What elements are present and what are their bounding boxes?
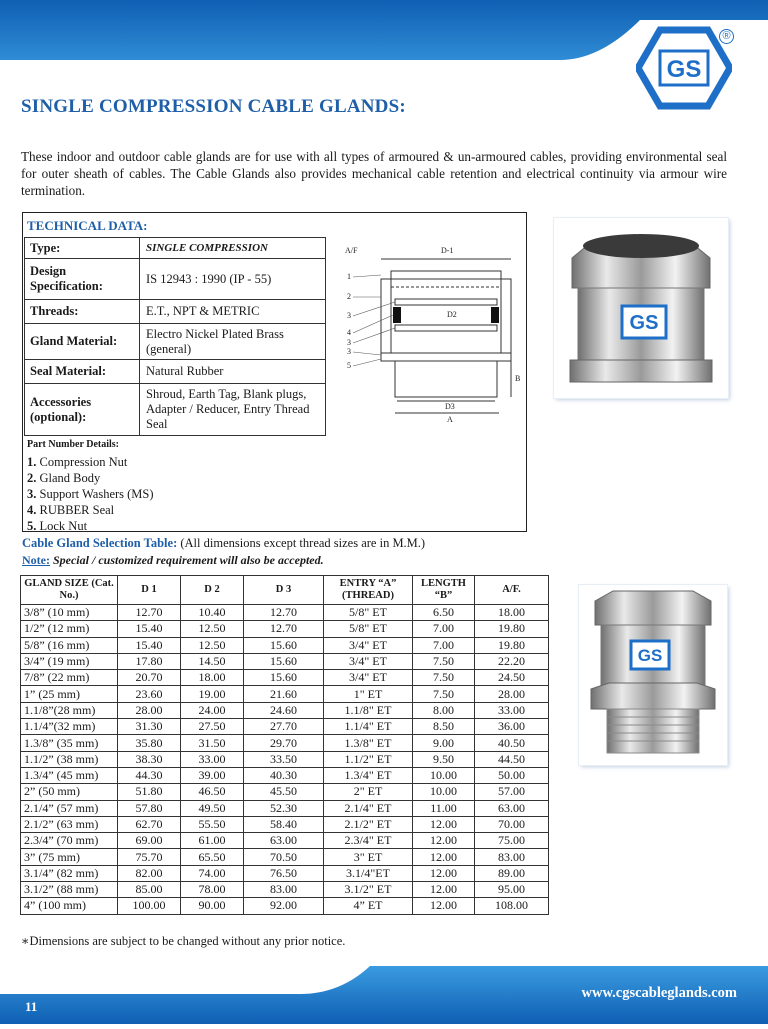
table-cell: 70.50 bbox=[244, 849, 324, 865]
table-cell: 14.50 bbox=[181, 653, 244, 669]
table-cell: 11.00 bbox=[413, 800, 475, 816]
registered-mark: ® bbox=[719, 29, 734, 44]
table-cell: 39.00 bbox=[181, 767, 244, 783]
table-cell: 9.50 bbox=[413, 751, 475, 767]
table-cell: 65.50 bbox=[181, 849, 244, 865]
table-row bbox=[21, 882, 549, 898]
table-cell: 57.00 bbox=[475, 784, 549, 800]
table-cell: 62.70 bbox=[118, 816, 181, 832]
table-cell: 3.1/2” (88 mm) bbox=[21, 882, 118, 898]
table-cell: 28.00 bbox=[118, 702, 181, 718]
table-cell: 24.60 bbox=[244, 702, 324, 718]
table-cell: 15.60 bbox=[244, 653, 324, 669]
spec-key: Seal Material: bbox=[25, 360, 140, 384]
table-cell: 89.00 bbox=[475, 865, 549, 881]
table-cell: 3” (75 mm) bbox=[21, 849, 118, 865]
table-cell: 3/4" ET bbox=[324, 637, 413, 653]
table-cell: 4” (100 mm) bbox=[21, 898, 118, 914]
table-cell: 7.50 bbox=[413, 670, 475, 686]
part-item: 5. Lock Nut bbox=[27, 519, 88, 533]
table-cell: 1/2” (12 mm) bbox=[21, 621, 118, 637]
spec-key: Gland Material: bbox=[25, 324, 140, 360]
table-cell: 15.60 bbox=[244, 670, 324, 686]
table-cell: 46.50 bbox=[181, 784, 244, 800]
table-cell: 63.00 bbox=[244, 833, 324, 849]
col-d2: D 2 bbox=[181, 576, 244, 605]
table-cell: 74.00 bbox=[181, 865, 244, 881]
table-row bbox=[21, 800, 549, 816]
table-cell: 33.50 bbox=[244, 751, 324, 767]
spec-key: Accessories (optional): bbox=[25, 384, 140, 436]
website-link[interactable]: www.cgscableglands.com bbox=[581, 985, 737, 1001]
label-af: A/F bbox=[345, 246, 358, 255]
table-cell: 29.70 bbox=[244, 735, 324, 751]
label-part-3c: 3 bbox=[347, 347, 351, 356]
spec-value: IS 12943 : 1990 (IP - 55) bbox=[140, 259, 326, 300]
table-cell: 7.50 bbox=[413, 686, 475, 702]
table-cell: 1" ET bbox=[324, 686, 413, 702]
table-row bbox=[21, 816, 549, 832]
table-cell: 2.1/4" ET bbox=[324, 800, 413, 816]
table-cell: 40.30 bbox=[244, 767, 324, 783]
table-cell: 40.50 bbox=[475, 735, 549, 751]
page-number: 11 bbox=[25, 999, 38, 1014]
table-cell: 44.50 bbox=[475, 751, 549, 767]
table-cell: 1.3/4” (45 mm) bbox=[21, 767, 118, 783]
spec-value: Electro Nickel Plated Brass (general) bbox=[140, 324, 326, 360]
table-cell: 22.20 bbox=[475, 653, 549, 669]
table-cell: 3/4" ET bbox=[324, 670, 413, 686]
table-cell: 90.00 bbox=[181, 898, 244, 914]
table-cell: 12.70 bbox=[118, 605, 181, 621]
table-cell: 61.00 bbox=[181, 833, 244, 849]
table-cell: 83.00 bbox=[475, 849, 549, 865]
table-cell: 75.70 bbox=[118, 849, 181, 865]
table-cell: 36.00 bbox=[475, 719, 549, 735]
table-cell: 7.00 bbox=[413, 621, 475, 637]
table-cell: 33.00 bbox=[181, 751, 244, 767]
table-cell: 92.00 bbox=[244, 898, 324, 914]
table-cell: 108.00 bbox=[475, 898, 549, 914]
table-cell: 27.70 bbox=[244, 719, 324, 735]
table-cell: 2.1/2" ET bbox=[324, 816, 413, 832]
table-row bbox=[21, 898, 549, 914]
table-row bbox=[21, 670, 549, 686]
table-cell: 3/4” (19 mm) bbox=[21, 653, 118, 669]
table-cell: 24.50 bbox=[475, 670, 549, 686]
table-cell: 1.3/8" ET bbox=[324, 735, 413, 751]
table-cell: 1.1/4”(32 mm) bbox=[21, 719, 118, 735]
table-cell: 4” ET bbox=[324, 898, 413, 914]
table-cell: 3.1/4” (82 mm) bbox=[21, 865, 118, 881]
label-d2: D2 bbox=[447, 310, 457, 319]
table-row bbox=[21, 784, 549, 800]
table-cell: 2.3/4" ET bbox=[324, 833, 413, 849]
svg-text:GS: GS bbox=[666, 56, 702, 83]
table-cell: 7/8” (22 mm) bbox=[21, 670, 118, 686]
table-cell: 3" ET bbox=[324, 849, 413, 865]
table-cell: 31.50 bbox=[181, 735, 244, 751]
page-title: SINGLE COMPRESSION CABLE GLANDS: bbox=[21, 96, 406, 117]
technical-data-box bbox=[22, 212, 527, 532]
table-cell: 6.50 bbox=[413, 605, 475, 621]
table-cell: 5/8” (16 mm) bbox=[21, 637, 118, 653]
label-part-1: 1 bbox=[347, 272, 351, 281]
table-cell: 28.00 bbox=[475, 686, 549, 702]
spec-value: Natural Rubber bbox=[140, 360, 326, 384]
parts-title: Part Number Details: bbox=[27, 439, 120, 450]
selection-table-label: Cable Gland Selection Table: (All dimensions except thread sizes are in M.M.) bbox=[22, 536, 426, 550]
table-cell: 63.00 bbox=[475, 800, 549, 816]
table-cell: 19.80 bbox=[475, 637, 549, 653]
spec-value: Shroud, Earth Tag, Blank plugs, Adapter / Reducer, Entry Thread Seal bbox=[140, 384, 326, 436]
table-cell: 5/8" ET bbox=[324, 605, 413, 621]
table-cell: 69.00 bbox=[118, 833, 181, 849]
table-cell: 85.00 bbox=[118, 882, 181, 898]
table-cell: 52.30 bbox=[244, 800, 324, 816]
table-cell: 21.60 bbox=[244, 686, 324, 702]
spec-key: Type: bbox=[25, 238, 140, 259]
svg-text:GS: GS bbox=[629, 312, 659, 334]
label-a: A bbox=[447, 415, 453, 424]
table-row bbox=[21, 637, 549, 653]
col-gland-size: GLAND SIZE (Cat. No.) bbox=[21, 576, 118, 605]
table-cell: 100.00 bbox=[118, 898, 181, 914]
table-cell: 1.3/8” (35 mm) bbox=[21, 735, 118, 751]
table-cell: 12.00 bbox=[413, 882, 475, 898]
spec-row bbox=[25, 259, 326, 300]
technical-data-title: TECHNICAL DATA: bbox=[27, 218, 148, 233]
table-cell: 24.00 bbox=[181, 702, 244, 718]
table-cell: 3.1/4"ET bbox=[324, 865, 413, 881]
table-cell: 12.50 bbox=[181, 621, 244, 637]
table-cell: 75.00 bbox=[475, 833, 549, 849]
spec-row bbox=[25, 300, 326, 324]
table-cell: 20.70 bbox=[118, 670, 181, 686]
table-cell: 78.00 bbox=[181, 882, 244, 898]
table-cell: 83.00 bbox=[244, 882, 324, 898]
table-cell: 10.00 bbox=[413, 784, 475, 800]
table-row bbox=[21, 653, 549, 669]
col-d3: D 3 bbox=[244, 576, 324, 605]
table-cell: 49.50 bbox=[181, 800, 244, 816]
table-cell: 18.00 bbox=[181, 670, 244, 686]
product-photo-2 bbox=[579, 585, 727, 765]
table-cell: 2” (50 mm) bbox=[21, 784, 118, 800]
table-cell: 23.60 bbox=[118, 686, 181, 702]
table-row bbox=[21, 833, 549, 849]
table-cell: 33.00 bbox=[475, 702, 549, 718]
table-cell: 2" ET bbox=[324, 784, 413, 800]
label-part-4: 4 bbox=[347, 328, 351, 337]
table-cell: 12.00 bbox=[413, 865, 475, 881]
table-cell: 15.40 bbox=[118, 621, 181, 637]
part-item: 1. Compression Nut bbox=[27, 455, 128, 469]
part-item: 2. Gland Body bbox=[27, 471, 101, 485]
table-cell: 12.70 bbox=[244, 605, 324, 621]
table-cell: 12.00 bbox=[413, 816, 475, 832]
table-cell: 10.40 bbox=[181, 605, 244, 621]
table-cell: 1.1/2” (38 mm) bbox=[21, 751, 118, 767]
table-cell: 12.00 bbox=[413, 849, 475, 865]
table-cell: 2.3/4” (70 mm) bbox=[21, 833, 118, 849]
table-row bbox=[21, 702, 549, 718]
table-cell: 9.00 bbox=[413, 735, 475, 751]
spec-row bbox=[25, 238, 326, 259]
cgs-logo bbox=[636, 26, 732, 110]
label-part-3b: 3 bbox=[347, 338, 351, 347]
table-cell: 76.50 bbox=[244, 865, 324, 881]
part-number-details bbox=[27, 437, 154, 534]
table-cell: 15.60 bbox=[244, 637, 324, 653]
table-cell: 2.1/2” (63 mm) bbox=[21, 816, 118, 832]
table-cell: 35.80 bbox=[118, 735, 181, 751]
table-cell: 5/8" ET bbox=[324, 621, 413, 637]
table-cell: 12.70 bbox=[244, 621, 324, 637]
col-d1: D 1 bbox=[118, 576, 181, 605]
table-cell: 1.1/2" ET bbox=[324, 751, 413, 767]
table-cell: 3.1/2" ET bbox=[324, 882, 413, 898]
col-af: A/F. bbox=[475, 576, 549, 605]
table-cell: 17.80 bbox=[118, 653, 181, 669]
spec-row bbox=[25, 324, 326, 360]
label-part-2: 2 bbox=[347, 292, 351, 301]
table-row bbox=[21, 767, 549, 783]
table-cell: 27.50 bbox=[181, 719, 244, 735]
table-cell: 3/8” (10 mm) bbox=[21, 605, 118, 621]
table-cell: 58.40 bbox=[244, 816, 324, 832]
table-cell: 7.00 bbox=[413, 637, 475, 653]
table-cell: 7.50 bbox=[413, 653, 475, 669]
table-cell: 1.1/8”(28 mm) bbox=[21, 702, 118, 718]
table-header-row bbox=[21, 576, 549, 605]
part-item: 3. Support Washers (MS) bbox=[27, 487, 154, 501]
label-part-5: 5 bbox=[347, 361, 351, 370]
spec-value: E.T., NPT & METRIC bbox=[140, 300, 326, 324]
label-b: B bbox=[515, 374, 521, 383]
table-row bbox=[21, 849, 549, 865]
svg-text:GS: GS bbox=[637, 646, 663, 665]
selection-note: Note: Special / customized requirement will also be accepted. bbox=[22, 553, 324, 567]
table-cell: 8.50 bbox=[413, 719, 475, 735]
table-cell: 38.30 bbox=[118, 751, 181, 767]
gland-cross-section-diagram bbox=[333, 239, 523, 429]
table-row bbox=[21, 719, 549, 735]
label-d1: D-1 bbox=[441, 246, 454, 255]
spec-row bbox=[25, 384, 326, 436]
table-cell: 95.00 bbox=[475, 882, 549, 898]
table-cell: 12.00 bbox=[413, 898, 475, 914]
table-cell: 19.80 bbox=[475, 621, 549, 637]
table-cell: 45.50 bbox=[244, 784, 324, 800]
table-cell: 51.80 bbox=[118, 784, 181, 800]
table-cell: 1.3/4" ET bbox=[324, 767, 413, 783]
table-cell: 18.00 bbox=[475, 605, 549, 621]
table-cell: 82.00 bbox=[118, 865, 181, 881]
table-row bbox=[21, 865, 549, 881]
spec-key: Design Specification: bbox=[25, 259, 140, 300]
table-cell: 15.40 bbox=[118, 637, 181, 653]
footnote: ∗Dimensions are subject to be changed without any prior notice. bbox=[21, 934, 346, 948]
table-row bbox=[21, 735, 549, 751]
table-cell: 1.1/4" ET bbox=[324, 719, 413, 735]
product-photo-1 bbox=[554, 218, 728, 398]
table-cell: 1” (25 mm) bbox=[21, 686, 118, 702]
table-cell: 2.1/4” (57 mm) bbox=[21, 800, 118, 816]
part-item: 4. RUBBER Seal bbox=[27, 503, 115, 517]
spec-table bbox=[24, 237, 326, 436]
table-cell: 50.00 bbox=[475, 767, 549, 783]
table-cell: 44.30 bbox=[118, 767, 181, 783]
table-cell: 10.00 bbox=[413, 767, 475, 783]
table-cell: 55.50 bbox=[181, 816, 244, 832]
table-cell: 12.50 bbox=[181, 637, 244, 653]
table-cell: 70.00 bbox=[475, 816, 549, 832]
table-cell: 31.30 bbox=[118, 719, 181, 735]
table-cell: 19.00 bbox=[181, 686, 244, 702]
gland-selection-table bbox=[20, 575, 549, 915]
col-entry: ENTRY “A” (THREAD) bbox=[324, 576, 413, 605]
table-row bbox=[21, 751, 549, 767]
spec-value: SINGLE COMPRESSION bbox=[140, 238, 326, 259]
table-cell: 3/4" ET bbox=[324, 653, 413, 669]
label-d3: D3 bbox=[445, 402, 455, 411]
intro-paragraph: These indoor and outdoor cable glands are for use with all types of armoured & un-armoured cables, providing environmental seal for outer sheath of cables. The Cable Glands also provides mechanical cable retention and electrical continuity via armour wire termination. bbox=[21, 149, 727, 198]
table-row bbox=[21, 686, 549, 702]
table-row bbox=[21, 621, 549, 637]
table-cell: 8.00 bbox=[413, 702, 475, 718]
table-cell: 12.00 bbox=[413, 833, 475, 849]
table-cell: 57.80 bbox=[118, 800, 181, 816]
col-length: LENGTH “B” bbox=[413, 576, 475, 605]
label-part-3a: 3 bbox=[347, 311, 351, 320]
spec-row bbox=[25, 360, 326, 384]
spec-key: Threads: bbox=[25, 300, 140, 324]
table-cell: 1.1/8" ET bbox=[324, 702, 413, 718]
table-row bbox=[21, 605, 549, 621]
